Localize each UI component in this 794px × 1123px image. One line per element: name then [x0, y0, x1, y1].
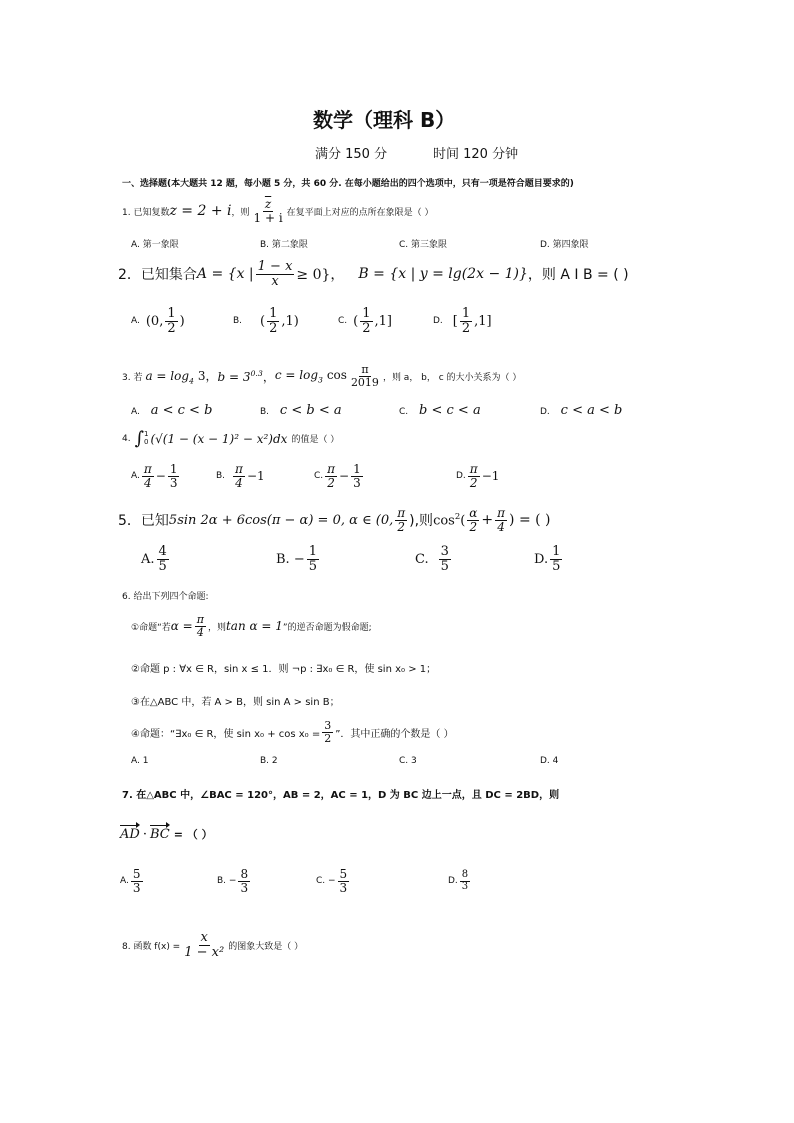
- q2-optA-num: 1: [167, 306, 176, 321]
- q5-cos-fn: cos: [433, 513, 455, 529]
- q4-optA-frac2: [168, 463, 180, 489]
- question-2: [118, 260, 629, 288]
- q3-optC-label: C.: [399, 407, 409, 417]
- q7-optD-label: D.: [448, 876, 458, 886]
- q6-statement-2: ②命题 p : ∀x ∈ R，sin x ≤ 1．则 ¬p : ∃x₀ ∈ R，使 sin x₀ > 1；: [131, 664, 437, 675]
- q4-optA-den: 4: [143, 475, 152, 490]
- q8-num: x: [200, 930, 208, 945]
- q1-option-b: B. 第二象限: [260, 240, 308, 250]
- q7-suffix: = （ ）: [173, 828, 213, 841]
- q2-optB-label: B.: [233, 316, 243, 327]
- q3-c-log: c = log: [274, 367, 319, 382]
- q6-option-b: B. 2: [260, 756, 278, 766]
- q3-a-log: a = log: [145, 368, 190, 383]
- q5-alpha-frac: [467, 507, 479, 533]
- q6-s4-frac: [322, 720, 333, 744]
- q5-optD-den: 5: [552, 558, 561, 574]
- q4-prefix: 4.: [122, 433, 131, 444]
- q4-optB-num: π: [235, 462, 243, 476]
- q3-a-post: 3，: [194, 368, 218, 383]
- q6-s1-post: ”的逆否命题为假命题;: [282, 622, 372, 633]
- q7-optA-num: 5: [132, 867, 141, 881]
- q4-optC-frac1: [325, 463, 337, 489]
- q4-optC-label: C.: [314, 471, 324, 482]
- q5-pi-num: π: [397, 506, 406, 520]
- q1-frac-num: $\overline{z}$: [264, 197, 272, 211]
- q1-option-a: A. 第一象限: [131, 240, 179, 250]
- q2-setB: B = {x | y = lg(2x − 1)}: [358, 266, 528, 283]
- q7-optC-label: C. −: [316, 876, 336, 887]
- q3-b: [217, 368, 274, 385]
- q5-pi4-den: 4: [497, 519, 505, 534]
- q7-optB-num: 8: [240, 867, 249, 881]
- q3-suffix: ，则 a， b， c 的大小关系为（ ）: [382, 372, 522, 383]
- q4-optD-label: D.: [456, 471, 466, 482]
- q2-optB-frac: [267, 307, 279, 335]
- q2-option-d: [433, 307, 492, 335]
- q4-optC-den2: 3: [353, 475, 361, 490]
- q6-s4-pre: ④命题：“∃x₀ ∈ R，使 sin x₀ + cos x₀ =: [131, 728, 321, 740]
- q4-optC-mid: −: [339, 469, 350, 484]
- q4-optD-frac: [468, 463, 480, 489]
- q2-option-a: [131, 307, 185, 335]
- q1-option-d: D. 第四象限: [540, 240, 589, 250]
- q1-expr: z = 2 + i: [169, 203, 232, 220]
- q2-optC-post: ,1]: [374, 313, 392, 329]
- q6-s1-num: π: [196, 613, 204, 626]
- q2-optA-den: 2: [167, 320, 176, 336]
- q4-optB-den: 4: [235, 475, 243, 490]
- q6-statement-4: [131, 720, 454, 744]
- q4-optD-post: −1: [481, 469, 500, 484]
- q7-dot: ·: [142, 826, 147, 842]
- q4-optB-post: −1: [246, 469, 265, 484]
- question-3: [122, 364, 521, 388]
- q4-limits: [144, 431, 148, 446]
- q4-suffix: 的值是（ ）: [291, 435, 340, 445]
- q3-optC-value: b < c < a: [419, 403, 481, 418]
- q1-mid: ，则: [231, 207, 250, 218]
- q3-option-a: [131, 403, 212, 418]
- q7-optD-frac: [460, 870, 470, 892]
- q7-vector-expr: [120, 826, 213, 842]
- q8-prefix: 8. 函数 f(x) =: [122, 941, 181, 952]
- q4-optC-num: π: [327, 462, 336, 476]
- question-4: [122, 428, 339, 449]
- q7-optC-num: 5: [339, 867, 348, 881]
- q5-alpha-num: α: [469, 506, 478, 520]
- q7-optC-den: 3: [339, 880, 348, 895]
- q3-b-post: ，: [262, 369, 275, 384]
- exam-time: 时间 120 分钟: [433, 147, 519, 162]
- q2-optD-frac: [460, 307, 472, 335]
- q5-cos: [433, 511, 465, 528]
- q2-frac-den: x: [271, 273, 279, 289]
- q6-s4-den: 2: [324, 731, 332, 745]
- q7-optB-frac: [238, 868, 250, 894]
- q4-optA-num2: 1: [169, 462, 178, 476]
- q5-pi4-num: π: [497, 506, 506, 520]
- q8-den: 1 − x²: [184, 944, 225, 960]
- q3-c-cos: cos: [323, 367, 347, 382]
- q6-s1-tan: tan α = 1: [225, 619, 283, 634]
- q5-optC-label: C.: [415, 551, 429, 567]
- q8-frac: [182, 931, 226, 959]
- q5-optA-den: 5: [158, 558, 167, 574]
- q4-optD-num: π: [469, 462, 478, 476]
- q7-optC-frac: [338, 868, 350, 894]
- q7-optA-frac: [131, 868, 143, 894]
- q6-statement-1: [131, 614, 372, 638]
- q2-optC-den: 2: [362, 320, 371, 336]
- q6-s1-den: 4: [196, 625, 204, 639]
- q2-optD-label: D.: [433, 316, 443, 327]
- q2-option-b: [233, 307, 299, 335]
- q5-plus: +: [481, 512, 494, 529]
- q2-frac-num: 1 − x: [257, 259, 293, 274]
- q6-option-d: D. 4: [540, 756, 559, 766]
- q5-paren: (: [460, 513, 466, 529]
- q1-fraction: [252, 198, 285, 224]
- q5-suffix: ) = ( ): [509, 512, 551, 529]
- q2-option-c: [338, 307, 392, 335]
- q5-optD-frac: [550, 545, 562, 573]
- q3-optA-label: A.: [131, 407, 140, 417]
- q6-s1-alpha: α =: [170, 619, 193, 634]
- q2-optD-num: 1: [461, 306, 471, 321]
- q4-optA-num: π: [143, 462, 152, 476]
- q5-expr: 5sin 2α + 6cos(π − α) = 0, α ∈ (0,: [168, 512, 394, 528]
- q3-prefix: 3. 若: [122, 372, 143, 383]
- q6-s1-pre: ①命题“若: [131, 622, 171, 633]
- q7-vector-ad: AD: [120, 826, 140, 842]
- q2-optA-frac: [165, 307, 177, 335]
- q4-option-b: [216, 463, 265, 489]
- q4-option-c: [314, 463, 365, 489]
- q5-cos-sup: 2: [454, 511, 461, 522]
- q4-optA-den2: 3: [169, 475, 178, 490]
- q2-optB-post: ,1): [281, 313, 299, 329]
- q4-integral-sign: ∫: [134, 428, 144, 449]
- q5-optC-frac: [439, 545, 451, 573]
- q3-c-frac: [349, 364, 381, 388]
- q5-pi4-frac: [495, 507, 507, 533]
- question-1: [122, 198, 434, 224]
- q5-optB-den: 5: [308, 558, 317, 574]
- q5-optC-num: 3: [440, 544, 449, 559]
- q6-s1-mid: ，则: [207, 622, 226, 633]
- q7-option-d: [448, 870, 472, 892]
- q5-optB-frac: [307, 545, 319, 573]
- q2-optA-pre: (0,: [145, 313, 164, 329]
- q4-optD-den: 2: [469, 475, 478, 490]
- q2-optD-post: ,1]: [474, 313, 492, 329]
- q7-option-b: [217, 868, 252, 894]
- q7-optA-label: A.: [120, 876, 129, 887]
- q6-option-a: A. 1: [131, 756, 149, 766]
- q2-optC-label: C.: [338, 316, 348, 327]
- q5-option-d: [534, 545, 564, 573]
- q5-option-b: [276, 545, 321, 573]
- q3-a-sub: 4: [189, 376, 195, 386]
- q3-optD-label: D.: [540, 407, 550, 417]
- q4-upper: 1: [143, 429, 149, 438]
- question-7: 7. 在△ABC 中，∠BAC = 120°，AB = 2，AC = 1，D 为 BC 边上一点，且 DC = 2BD，则: [122, 790, 560, 801]
- q4-optC-num2: 1: [353, 462, 361, 476]
- q5-optB-num: 1: [308, 544, 317, 559]
- page-title: 数学（理科 B）: [313, 108, 456, 132]
- q2-suffix: ，则 A I B = ( ): [527, 267, 629, 284]
- q6-statement-3: ③在△ABC 中，若 A > B，则 sin A > sin B；: [131, 697, 340, 708]
- q5-optA-num: 4: [158, 544, 167, 559]
- q3-b-base: b = 3: [217, 369, 251, 384]
- q4-lower: 0: [143, 437, 149, 446]
- q2-optB-pre: (: [260, 313, 266, 329]
- q5-option-c: [415, 545, 453, 573]
- q2-optB-den: 2: [269, 320, 278, 336]
- q7-optD-num: 8: [461, 869, 469, 880]
- q5-pi-den: 2: [397, 519, 406, 534]
- q4-optA-mid: −: [155, 469, 166, 484]
- q3-optD-value: c < a < b: [560, 403, 623, 418]
- q3-optA-value: a < c < b: [150, 403, 213, 418]
- q2-optD-den: 2: [461, 320, 471, 336]
- q3-optB-value: c < b < a: [279, 403, 342, 418]
- q5-alpha-den: 2: [469, 519, 478, 534]
- question-6: 6. 给出下列四个命题:: [122, 592, 209, 602]
- q4-optC-den: 2: [327, 475, 335, 490]
- full-score: 满分 150 分: [315, 147, 388, 162]
- q4-optA-frac1: [142, 463, 154, 489]
- q6-option-c: C. 3: [399, 756, 417, 766]
- q4-optB-frac: [233, 463, 245, 489]
- q5-option-a: [141, 545, 171, 573]
- q1-prefix: 1. 已知复数: [122, 207, 170, 218]
- q7-optB-den: 3: [240, 880, 249, 895]
- q2-setA-pre: A = {x |: [196, 266, 254, 283]
- q2-optD-pre: [: [452, 313, 458, 329]
- q3-c: [275, 368, 347, 384]
- q4-optC-frac2: [351, 463, 363, 489]
- q3-b-sup: 0.3: [250, 368, 263, 378]
- q1-suffix: 在复平面上对应的点所在象限是（ ）: [286, 207, 434, 218]
- q7-option-c: [316, 868, 351, 894]
- q5-prefix: 5．已知: [118, 513, 169, 530]
- q5-optB-label: B. −: [276, 551, 305, 567]
- q3-option-d: [540, 403, 622, 418]
- question-5: [118, 507, 551, 533]
- q2-optA-post: ): [179, 313, 185, 329]
- q8-suffix: 的图象大致是（ ）: [228, 941, 304, 952]
- q2-setA-fraction: [256, 260, 295, 288]
- q3-c-den: 2019: [350, 375, 379, 389]
- q4-integrand: (√(1 − (x − 1)² − x²)dx: [150, 431, 288, 446]
- q2-optA-label: A.: [131, 316, 140, 327]
- q5-optD-label: D.: [534, 551, 549, 567]
- q2-setA-post: ≥ 0}，: [296, 267, 345, 284]
- q3-c-sub: 3: [318, 375, 324, 385]
- q5-optC-den: 5: [440, 558, 449, 574]
- q5-optA-label: A.: [141, 551, 155, 567]
- q3-option-b: [260, 403, 342, 418]
- q7-optD-den: 3: [461, 880, 469, 892]
- question-8: [122, 931, 303, 959]
- q3-a: [145, 367, 217, 385]
- q6-s1-frac: [195, 614, 206, 638]
- q2-prefix: 2．已知集合: [118, 267, 197, 284]
- q2-optB-num: 1: [269, 306, 278, 321]
- q3-c-num: π: [361, 363, 369, 376]
- q5-optA-frac: [157, 545, 169, 573]
- q2-optC-num: 1: [362, 306, 371, 321]
- section-heading: 一、选择题(本大题共 12 题，每小题 5 分，共 60 分. 在每小题给出的四个选项中，只有一项是符合题目要求的): [122, 179, 574, 189]
- q3-option-c: [399, 403, 481, 418]
- q4-option-a: [131, 463, 181, 489]
- q7-vector-bc: BC: [149, 826, 170, 842]
- q5-mid: ),则: [409, 513, 434, 530]
- q7-optB-label: B. −: [217, 876, 237, 887]
- q4-optA-label: A.: [131, 471, 140, 482]
- q5-pi-frac: [395, 507, 407, 533]
- q5-optD-num: 1: [552, 544, 561, 559]
- q6-s4-post: ”．其中正确的个数是（ ）: [335, 728, 454, 740]
- q6-s4-num: 3: [324, 719, 332, 732]
- q2-optC-frac: [360, 307, 372, 335]
- q4-optB-label: B.: [216, 471, 226, 482]
- q7-option-a: [120, 868, 145, 894]
- q2-optC-pre: (: [353, 313, 359, 329]
- q3-optB-label: B.: [260, 407, 270, 417]
- q1-option-c: C. 第三象限: [399, 240, 448, 250]
- q1-frac-den: 1 + i: [253, 210, 283, 225]
- q7-optA-den: 3: [132, 880, 141, 895]
- q4-option-d: [456, 463, 499, 489]
